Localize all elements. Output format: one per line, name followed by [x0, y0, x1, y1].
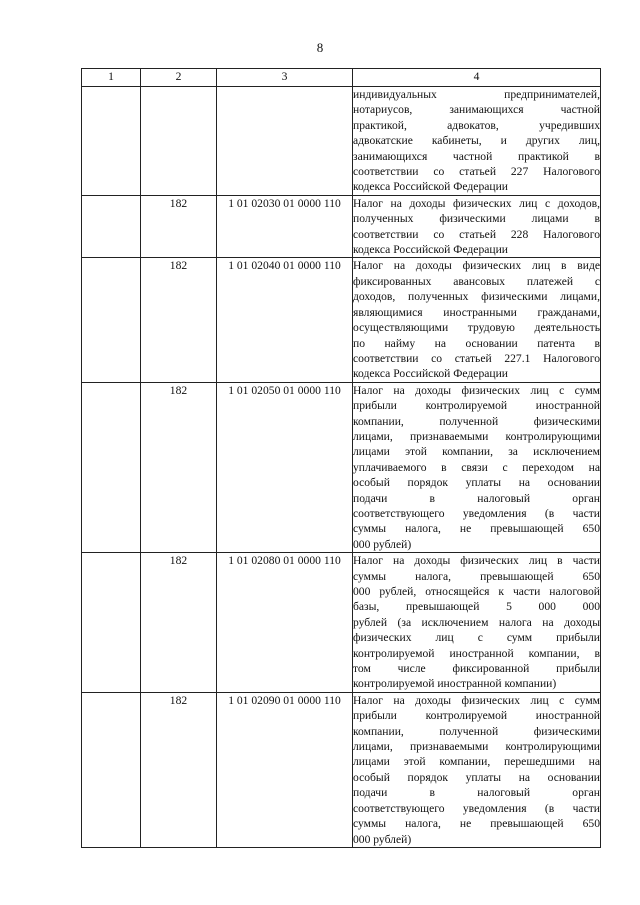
budget-classification-code-cell: 1 01 02090 01 0000 110: [217, 692, 353, 847]
description-line: фиксированных авансовых платежей с: [353, 274, 600, 288]
description-line: практикой, адвокатов, учредивших: [353, 118, 600, 132]
description-line: осуществляющими трудовую деятельность: [353, 321, 600, 335]
page-number: 8: [316, 40, 324, 55]
description-line: адвокатские кабинеты, и других лиц,: [353, 134, 600, 148]
description-line: особый порядок уплаты на основании: [353, 770, 600, 784]
description-line: том числе фиксированной прибыли: [353, 662, 600, 676]
admin-code-cell: 182: [141, 553, 217, 693]
table-header-row: [82, 69, 601, 87]
table-row: [82, 382, 601, 552]
description-line: базы, превышающей 5 000 000: [353, 600, 600, 614]
description-line: являющимися иностранными гражданами,: [353, 305, 600, 319]
row-number-cell: [82, 87, 141, 196]
header-col-2: 2: [141, 69, 217, 87]
table-row: [82, 195, 601, 258]
admin-code-cell: 182: [141, 382, 217, 552]
description-line: Налог на доходы физических лиц в части: [353, 554, 600, 568]
description-line: полученных физическими лицами в: [353, 212, 600, 226]
description-line: 000 рублей): [353, 537, 412, 551]
budget-classification-code-cell: 1 01 02080 01 0000 110: [217, 553, 353, 693]
income-description-cell: [353, 382, 601, 552]
header-col-4: 4: [353, 69, 601, 87]
budget-classification-code-cell: 1 01 02030 01 0000 110: [217, 195, 353, 258]
row-number-cell: [82, 553, 141, 693]
description-line: Налог на доходы физических лиц с доходов,: [353, 196, 600, 210]
description-line: рублей (за исключением налога на доходы: [353, 615, 600, 629]
table-row: [82, 692, 601, 847]
row-number-cell: [82, 258, 141, 382]
admin-code-cell: 182: [141, 195, 217, 258]
income-description-cell: [353, 692, 601, 847]
row-number-cell: [82, 195, 141, 258]
description-line: соответствии со статьей 227 Налогового: [353, 165, 600, 179]
description-line: Налог на доходы физических лиц с сумм: [353, 693, 600, 707]
budget-classification-code-cell: [217, 87, 353, 196]
description-line: особый порядок уплаты на основании: [353, 476, 600, 490]
description-line: лицами этой компании, за исключением: [353, 445, 600, 459]
description-line: доходов, полученных физическими лицами,: [353, 290, 600, 304]
table-row: [82, 553, 601, 693]
description-line: прибыли контролируемой иностранной: [353, 709, 600, 723]
income-description-cell: [353, 553, 601, 693]
description-line: подачи в налоговый орган: [353, 786, 600, 800]
description-line: лицами этой компании, перешедшими на: [353, 755, 600, 769]
description-line: соответствующего уведомления (в части: [353, 506, 600, 520]
description-line: уплачиваемого в связи с переходом на: [353, 460, 600, 474]
header-col-1: 1: [82, 69, 141, 87]
description-line: физических лиц с сумм прибыли: [353, 631, 600, 645]
admin-code-cell: 182: [141, 258, 217, 382]
budget-code-table: [81, 68, 601, 848]
description-line: прибыли контролируемой иностранной: [353, 399, 600, 413]
description-line: по найму на основании патента в: [353, 336, 600, 350]
description-line: кодекса Российской Федерации: [353, 180, 509, 194]
description-line: нотариусов, занимающихся частной: [353, 103, 600, 117]
description-line: суммы налога, не превышающей 650: [353, 522, 600, 536]
admin-code-cell: [141, 87, 217, 196]
budget-classification-code-cell: 1 01 02050 01 0000 110: [217, 382, 353, 552]
description-line: компании, полученной физическими: [353, 414, 600, 428]
row-number-cell: [82, 382, 141, 552]
description-line: компании, полученной физическими: [353, 724, 600, 738]
table-row: [82, 87, 601, 196]
description-line: 000 рублей, относящейся к части налоговой: [353, 585, 600, 598]
header-col-3: 3: [217, 69, 353, 87]
description-line: кодекса Российской Федерации: [353, 243, 509, 257]
description-line: соответствии со статьей 228 Налогового: [353, 227, 600, 241]
table-row: [82, 258, 601, 382]
description-line: кодекса Российской Федерации: [353, 367, 509, 381]
table-body: [82, 87, 601, 848]
description-line: 000 рублей): [353, 832, 412, 846]
description-line: контролируемой иностранной компании): [353, 677, 557, 691]
description-line: контролируемой иностранной компании, в: [353, 646, 600, 660]
description-line: индивидуальных предпринимателей,: [353, 88, 600, 101]
description-line: лицами, признаваемыми контролирующими: [353, 429, 600, 443]
admin-code-cell: 182: [141, 692, 217, 847]
description-line: соответствии со статьей 227.1 Налогового: [353, 351, 600, 365]
description-line: суммы налога, превышающей 650: [353, 569, 600, 583]
income-description-cell: [353, 195, 601, 258]
row-number-cell: [82, 692, 141, 847]
description-line: Налог на доходы физических лиц в виде: [353, 259, 600, 273]
income-description-cell: [353, 87, 601, 196]
budget-classification-code-cell: 1 01 02040 01 0000 110: [217, 258, 353, 382]
description-line: подачи в налоговый орган: [353, 491, 600, 505]
description-line: лицами, признаваемыми контролирующими: [353, 740, 600, 754]
description-line: Налог на доходы физических лиц с сумм: [353, 383, 600, 397]
description-line: занимающихся частной практикой в: [353, 149, 600, 163]
description-line: суммы налога, не превышающей 650: [353, 817, 600, 831]
description-line: соответствующего уведомления (в части: [353, 801, 600, 815]
income-description-cell: [353, 258, 601, 382]
